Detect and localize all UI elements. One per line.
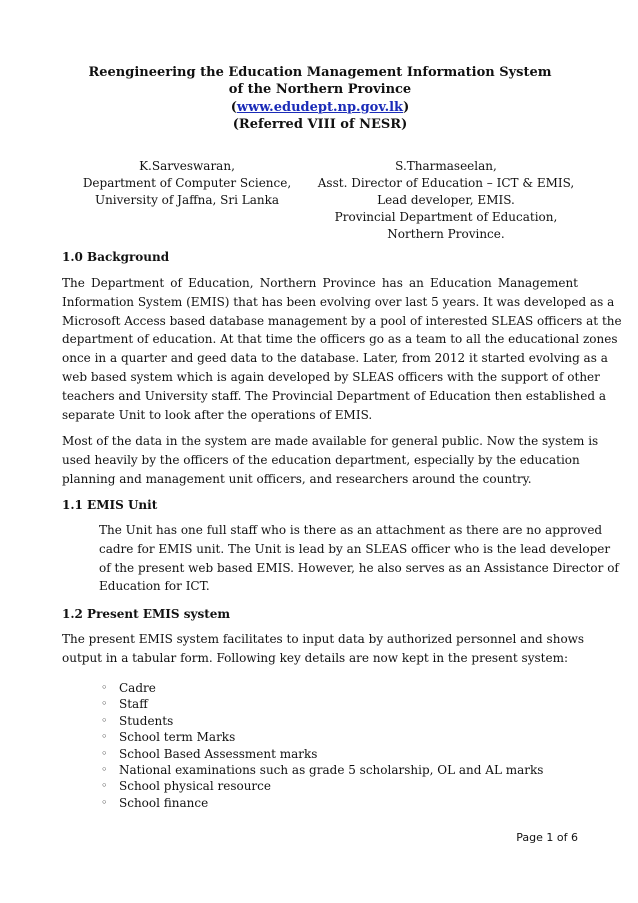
author-right-department: Provincial Department of Education, [334,210,558,224]
author-right [310,158,582,243]
hollow-bullet-icon: ◦ [101,713,108,727]
text-line: Most of the data in the system are made available for general public. Now the system is [62,434,599,448]
section-heading-emis-unit: 1.1 EMIS Unit [62,498,158,512]
text-line: The Unit has one full staff who is there as an attachment as there are no approved [99,523,603,537]
text-line: of the present web based EMIS. However, he also serves as an Assistance Director of [99,560,619,575]
text-line: The present EMIS system facilitates to input data by authorized personnel and shows [62,632,585,646]
author-right-role: Lead developer, EMIS. [377,193,515,207]
text-line: web based system which is again developed by SLEAS officers with the support of other [62,369,600,384]
present-system-paragraph [62,630,585,668]
paper-title [62,64,578,134]
text-line: cadre for EMIS unit. The Unit is lead by an SLEAS officer who is the lead developer [99,541,611,556]
author-right-province: Northern Province. [387,227,505,241]
website-link[interactable]: www.edudept.np.gov.lk [236,99,404,115]
text-line: Education for ICT. [99,579,210,594]
list-item-label: School term Marks [119,730,236,745]
text-line: once in a quarter and geed data to the database. Later, from 2012 it started evolving as a [62,351,608,366]
link-open-paren: ( [230,99,237,115]
list-item [101,713,543,729]
author-right-position: Asst. Director of Education – ICT & EMIS, [317,176,575,190]
author-left-institution: University of Jaffna, Sri Lanka [94,193,280,207]
title-line-4: (Referred VIII of NESR) [232,117,408,133]
list-item-label: Staff [119,697,148,712]
key-details-list [101,680,543,811]
hollow-bullet-icon: ◦ [101,681,108,694]
section-heading-background: 1.0 Background [62,250,170,264]
background-paragraph-1 [62,274,622,424]
text-line: department of education. At that time the officers go as a team to all the educational zones [62,332,618,347]
hollow-bullet-icon: ◦ [101,763,108,777]
list-item [101,696,543,712]
background-paragraph-2 [62,432,599,488]
text-line: teachers and University staff. The Provincial Department of Education then established a [62,388,607,403]
list-item-label: National examinations such as grade 5 scholarship, OL and AL marks [119,763,544,778]
text-line: Information System (EMIS) that has been evolving over last 5 years. It was developed as a [62,294,615,309]
list-item [101,778,543,794]
author-right-name: S.Tharmaseelan, [395,159,497,173]
page-number: Page 1 of 6 [516,831,578,844]
list-item [101,729,543,745]
emis-unit-paragraph [99,521,619,596]
hollow-bullet-icon: ◦ [101,779,108,793]
title-line-2: of the Northern Province [228,82,412,98]
section-heading-present-system: 1.2 Present EMIS system [62,607,231,621]
text-line: planning and management unit officers, and researchers around the country. [62,471,532,486]
list-item-label: School finance [119,795,209,810]
text-line: The Department of Education, Northern Province has an Education Management [62,276,578,290]
text-line: output in a tabular form. Following key details are now kept in the present system: [62,650,568,665]
hollow-bullet-icon: ◦ [101,730,108,744]
text-line: separate Unit to look after the operations of EMIS. [62,407,373,422]
author-left-name: K.Sarveswaran, [139,159,235,173]
hollow-bullet-icon: ◦ [101,746,108,760]
list-item [101,795,543,811]
list-item-label: Cadre [119,681,156,695]
list-item [101,746,543,762]
list-item-label: School physical resource [119,779,271,794]
hollow-bullet-icon: ◦ [101,795,108,809]
text-line: used heavily by the officers of the education department, especially by the education [62,452,580,467]
link-close-paren: ) [403,99,410,115]
text-line: Microsoft Access based database management by a pool of interested SLEAS officers at the [62,313,622,328]
title-line-1: Reengineering the Education Management Information System [88,65,552,80]
list-item-label: School Based Assessment marks [119,746,318,761]
list-item [101,680,543,696]
list-item [101,762,543,778]
author-left-affiliation: Department of Computer Science, [82,176,292,190]
author-left [62,158,312,209]
list-item-label: Students [119,713,174,728]
title-line-3 [62,99,578,116]
hollow-bullet-icon: ◦ [101,697,108,711]
